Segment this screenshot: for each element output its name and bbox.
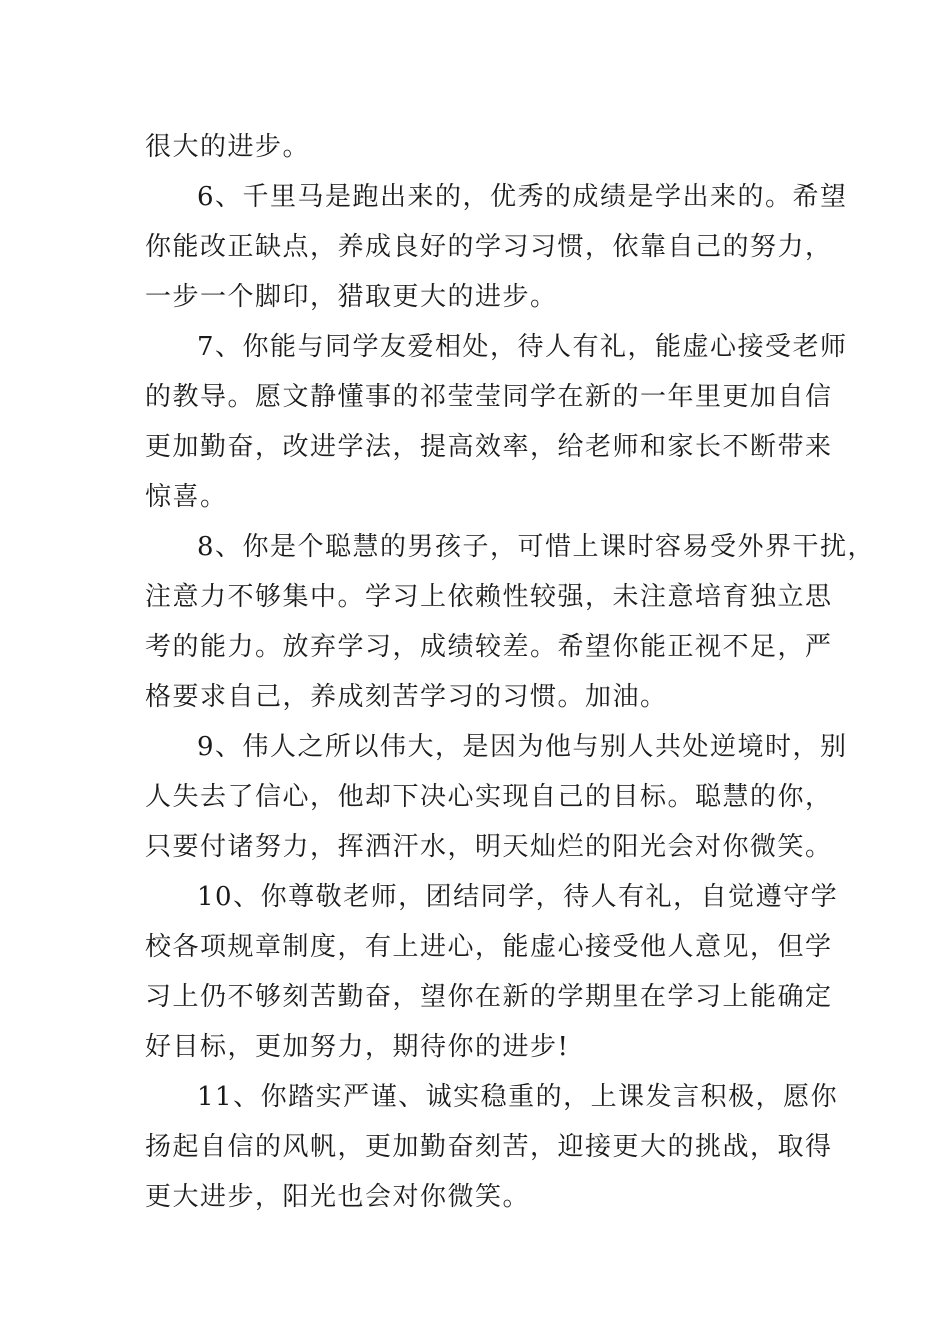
paragraph-6-line-2: 你能改正缺点，养成良好的学习习惯，依靠自己的努力， <box>145 232 833 262</box>
paragraph-7-line-3: 更加勤奋，改进学法，提高效率，给老师和家长不断带来 <box>145 432 833 462</box>
paragraph-9-line-3: 只要付诸努力，挥洒汗水，明天灿烂的阳光会对你微笑。 <box>145 832 833 862</box>
paragraph-7-line-2: 的教导。愿文静懂事的祁莹莹同学在新的一年里更加自信 <box>145 382 833 412</box>
paragraph-10-line-1: 10、你尊敬老师，团结同学，待人有礼，自觉遵守学 <box>197 882 839 912</box>
paragraph-8-line-2: 注意力不够集中。学习上依赖性较强，未注意培育独立思 <box>145 582 833 612</box>
paragraph-9-line-2: 人失去了信心，他却下决心实现自己的目标。聪慧的你， <box>145 782 833 812</box>
paragraph-11-line-1: 11、你踏实严谨、诚实稳重的，上课发言积极，愿你 <box>197 1082 839 1112</box>
paragraph-10-line-2: 校各项规章制度，有上进心，能虚心接受他人意见，但学 <box>145 932 833 962</box>
paragraph-9-line-1: 9、伟人之所以伟大，是因为他与别人共处逆境时，别 <box>197 732 848 762</box>
paragraph-7-line-4: 惊喜。 <box>145 482 228 512</box>
paragraph-6-line-1: 6、千里马是跑出来的，优秀的成绩是学出来的。希望 <box>197 182 848 212</box>
paragraph-11-line-3: 更大进步，阳光也会对你微笑。 <box>145 1182 531 1212</box>
paragraph-11-line-2: 扬起自信的风帆，更加勤奋刻苦，迎接更大的挑战，取得 <box>145 1132 833 1162</box>
paragraph-8-line-1: 8、你是个聪慧的男孩子，可惜上课时容易受外界干扰， <box>197 532 876 562</box>
paragraph-7-line-1: 7、你能与同学友爱相处，待人有礼，能虚心接受老师 <box>197 332 848 362</box>
paragraph-10-line-3: 习上仍不够刻苦勤奋，望你在新的学期里在学习上能确定 <box>145 982 833 1012</box>
paragraph-8-line-3: 考的能力。放弃学习，成绩较差。希望你能正视不足，严 <box>145 632 833 662</box>
text-line: 很大的进步。 <box>145 132 311 162</box>
paragraph-10-line-4: 好目标，更加努力，期待你的进步! <box>145 1032 570 1062</box>
paragraph-8-line-4: 格要求自己，养成刻苦学习的习惯。加油。 <box>145 682 668 712</box>
paragraph-6-line-3: 一步一个脚印，猎取更大的进步。 <box>145 282 558 312</box>
